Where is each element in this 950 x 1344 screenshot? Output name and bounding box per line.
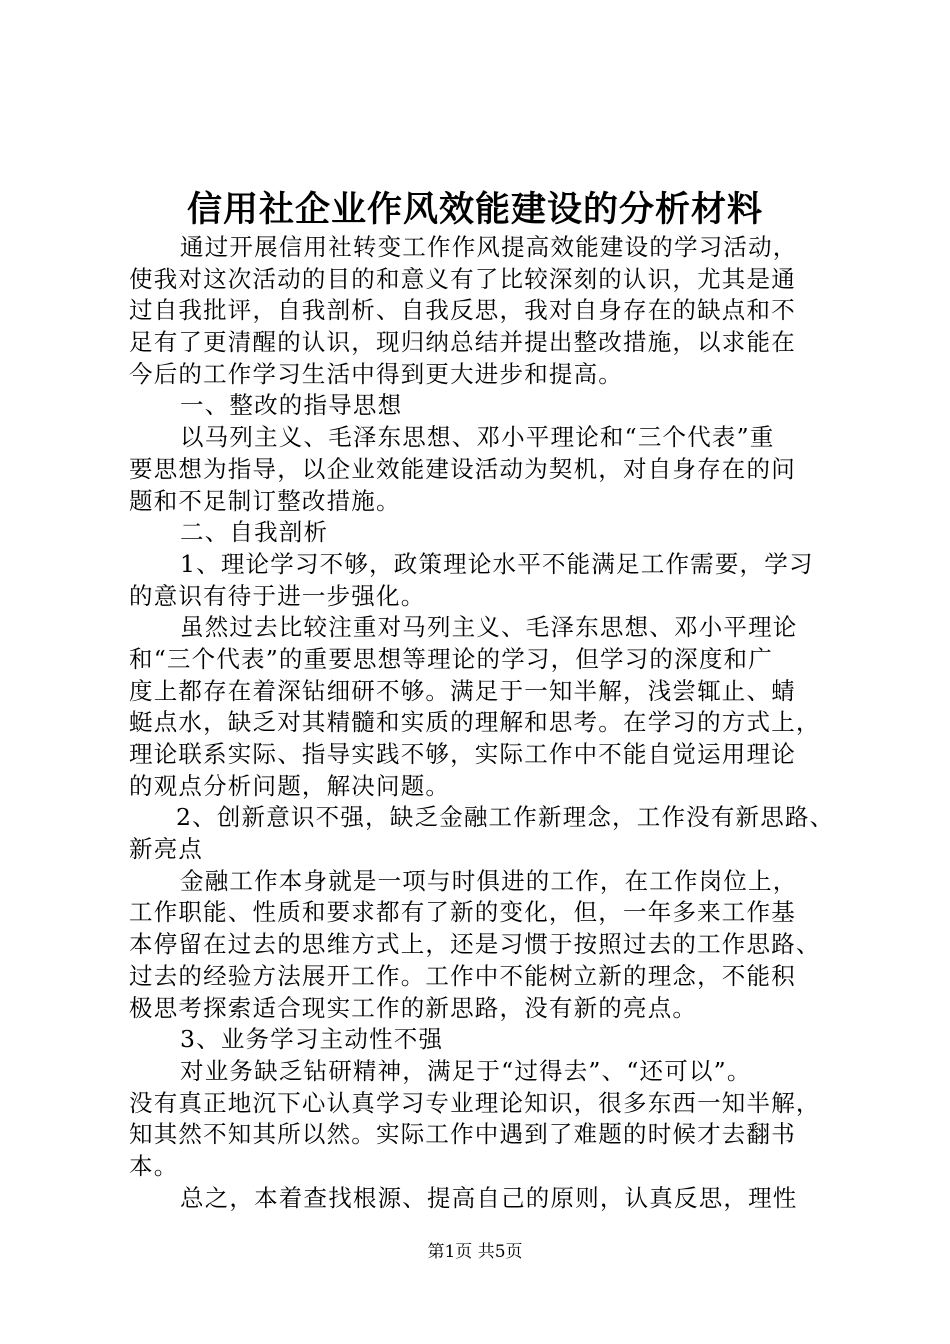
paragraph-line: 对业务缺乏钻研精神，满足于“过得去”、“还可以”。: [180, 1056, 752, 1085]
paragraph-line: 蜓点水，缺乏对其精髓和实质的理解和思考。在学习的方式上，: [129, 708, 821, 737]
paragraph-line: 过自我批评，自我剖析、自我反思，我对自身存在的缺点和不: [129, 296, 796, 325]
paragraph-line: 本。: [129, 1151, 179, 1180]
paragraph-line: 金融工作本身就是一项与时俱进的工作，在工作岗位上，: [180, 866, 798, 895]
paragraph-line: 没有真正地沉下心认真学习专业理论知识，很多东西一知半解，: [129, 1088, 821, 1117]
paragraph-line: 以马列主义、毛泽东思想、邓小平理论和“三个代表”重: [180, 423, 775, 452]
paragraph-line: 虽然过去比较注重对马列主义、毛泽东思想、邓小平理论: [180, 613, 798, 642]
paragraph-line: 通过开展信用社转变工作作风提高效能建设的学习活动，: [180, 233, 798, 261]
paragraph-line: 的观点分析问题，解决问题。: [129, 771, 451, 800]
paragraph-line: 过去的经验方法展开工作。工作中不能树立新的理念，不能积: [129, 961, 796, 990]
page-number: 第1页 共5页: [427, 1242, 523, 1262]
paragraph-line: 今后的工作学习生活中得到更大进步和提高。: [129, 359, 623, 388]
paragraph-line: 工作职能、性质和要求都有了新的变化，但，一年多来工作基: [129, 898, 796, 927]
paragraph-line: 新亮点: [129, 835, 204, 864]
document-body: [129, 232, 835, 1214]
subsection-heading: 1、理论学习不够，政策理论水平不能满足工作需要，学习: [180, 549, 814, 578]
document-title: 信用社企业作风效能建设的分析材料: [186, 189, 763, 230]
paragraph-line: 和“三个代表”的重要思想等理论的学习，但学习的深度和广: [129, 644, 773, 673]
paragraph-line: 总之，本着查找根源、提高自己的原则，认真反思，理性: [180, 1183, 798, 1212]
paragraph-line: 本停留在过去的思维方式上，还是习惯于按照过去的工作思路、: [129, 930, 821, 959]
paragraph-line: 理论联系实际、指导实践不够，实际工作中不能自觉运用理论: [129, 740, 796, 768]
section-heading: 二、自我剖析: [180, 518, 329, 547]
paragraph-line: 使我对这次活动的目的和意义有了比较深刻的认识，尤其是通: [129, 264, 796, 293]
paragraph-line: 知其然不知其所以然。实际工作中遇到了难题的时候才去翻书: [129, 1120, 796, 1149]
paragraph-line: 度上都存在着深钻细研不够。满足于一知半解，浅尝辄止、蜻: [129, 676, 796, 705]
paragraph-line: 极思考探索适合现实工作的新思路，没有新的亮点。: [129, 993, 698, 1022]
paragraph-line: 题和不足制订整改措施。: [129, 486, 401, 515]
subsection-heading: 3、业务学习主动性不强: [180, 1025, 444, 1054]
paragraph-line: 要思想为指导，以企业效能建设活动为契机，对自身存在的问: [129, 454, 796, 483]
section-heading: 一、整改的指导思想: [180, 391, 403, 420]
subsection-heading: 2、创新意识不强，缺乏金融工作新理念，工作没有新思路、: [176, 803, 835, 832]
paragraph-line: 足有了更清醒的认识，现归纳总结并提出整改措施，以求能在: [129, 328, 796, 357]
paragraph-line: 的意识有待于进一步强化。: [129, 581, 426, 610]
